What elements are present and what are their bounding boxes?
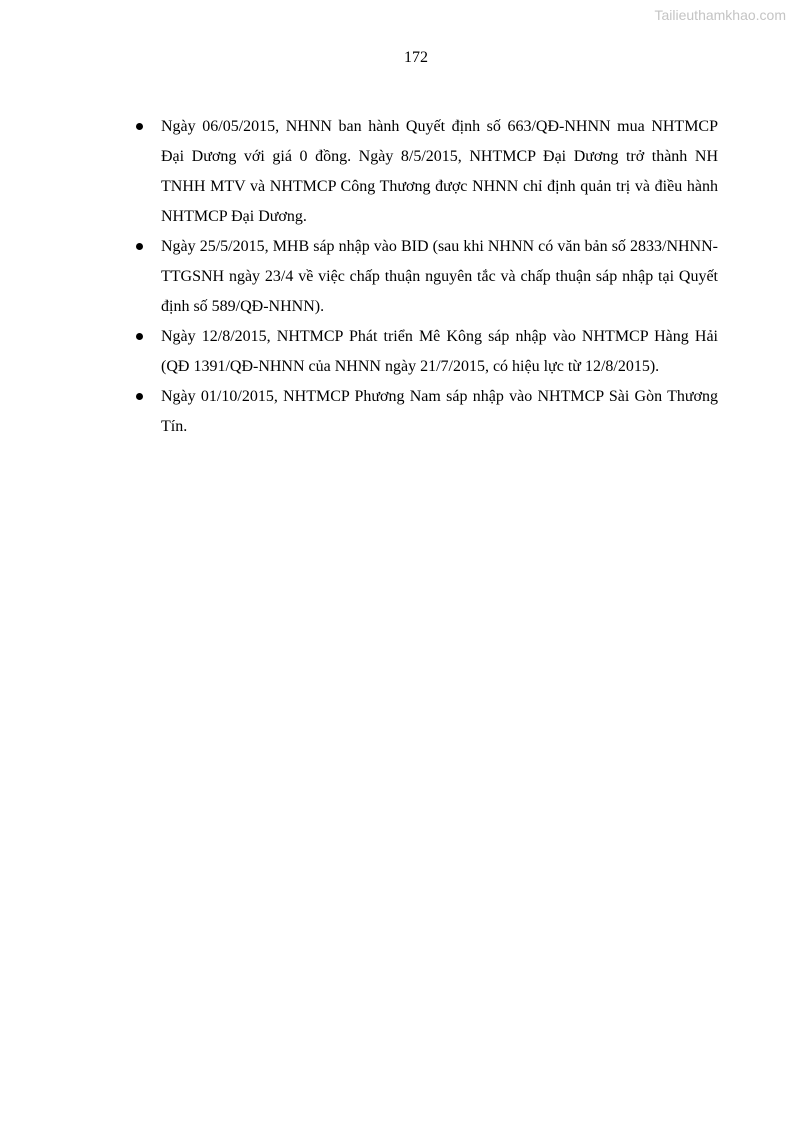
page-number: 172 (404, 49, 428, 66)
bullet-dot-icon (136, 393, 143, 400)
bullet-text: Ngày 01/10/2015, NHTMCP Phương Nam sáp nhập vào NHTMCP Sài Gòn Thương Tín. (161, 388, 718, 435)
bullet-item (161, 112, 718, 232)
watermark-text: Tailieuthamkhao.com (654, 7, 786, 23)
bullet-item (161, 322, 718, 382)
bullet-text: Ngày 06/05/2015, NHNN ban hành Quyết định số 663/QĐ-NHNN mua NHTMCP Đại Dương với giá 0 đồng. Ngày 8/5/2015, NHTMCP Đại Dương trở thành NH TNHH MTV và NHTMCP Công Thương được NHNN chỉ định quản trị và điều hành NHTMCP Đại Dương. (161, 118, 718, 225)
bullet-item (161, 232, 718, 322)
bullet-dot-icon (136, 123, 143, 130)
bullet-dot-icon (136, 333, 143, 340)
bullet-item (161, 382, 718, 442)
bullet-dot-icon (136, 243, 143, 250)
bullet-text: Ngày 25/5/2015, MHB sáp nhập vào BID (sau khi NHNN có văn bản số 2833/NHNN-TTGSNH ngày 23/4 về việc chấp thuận nguyên tắc và chấp thuận sáp nhập tại Quyết định số 589/QĐ-NHNN). (161, 238, 718, 315)
bullet-list (161, 112, 718, 442)
bullet-text: Ngày 12/8/2015, NHTMCP Phát triển Mê Kông sáp nhập vào NHTMCP Hàng Hải (QĐ 1391/QĐ-NHNN của NHNN ngày 21/7/2015, có hiệu lực từ 12/8/2015). (161, 328, 718, 375)
